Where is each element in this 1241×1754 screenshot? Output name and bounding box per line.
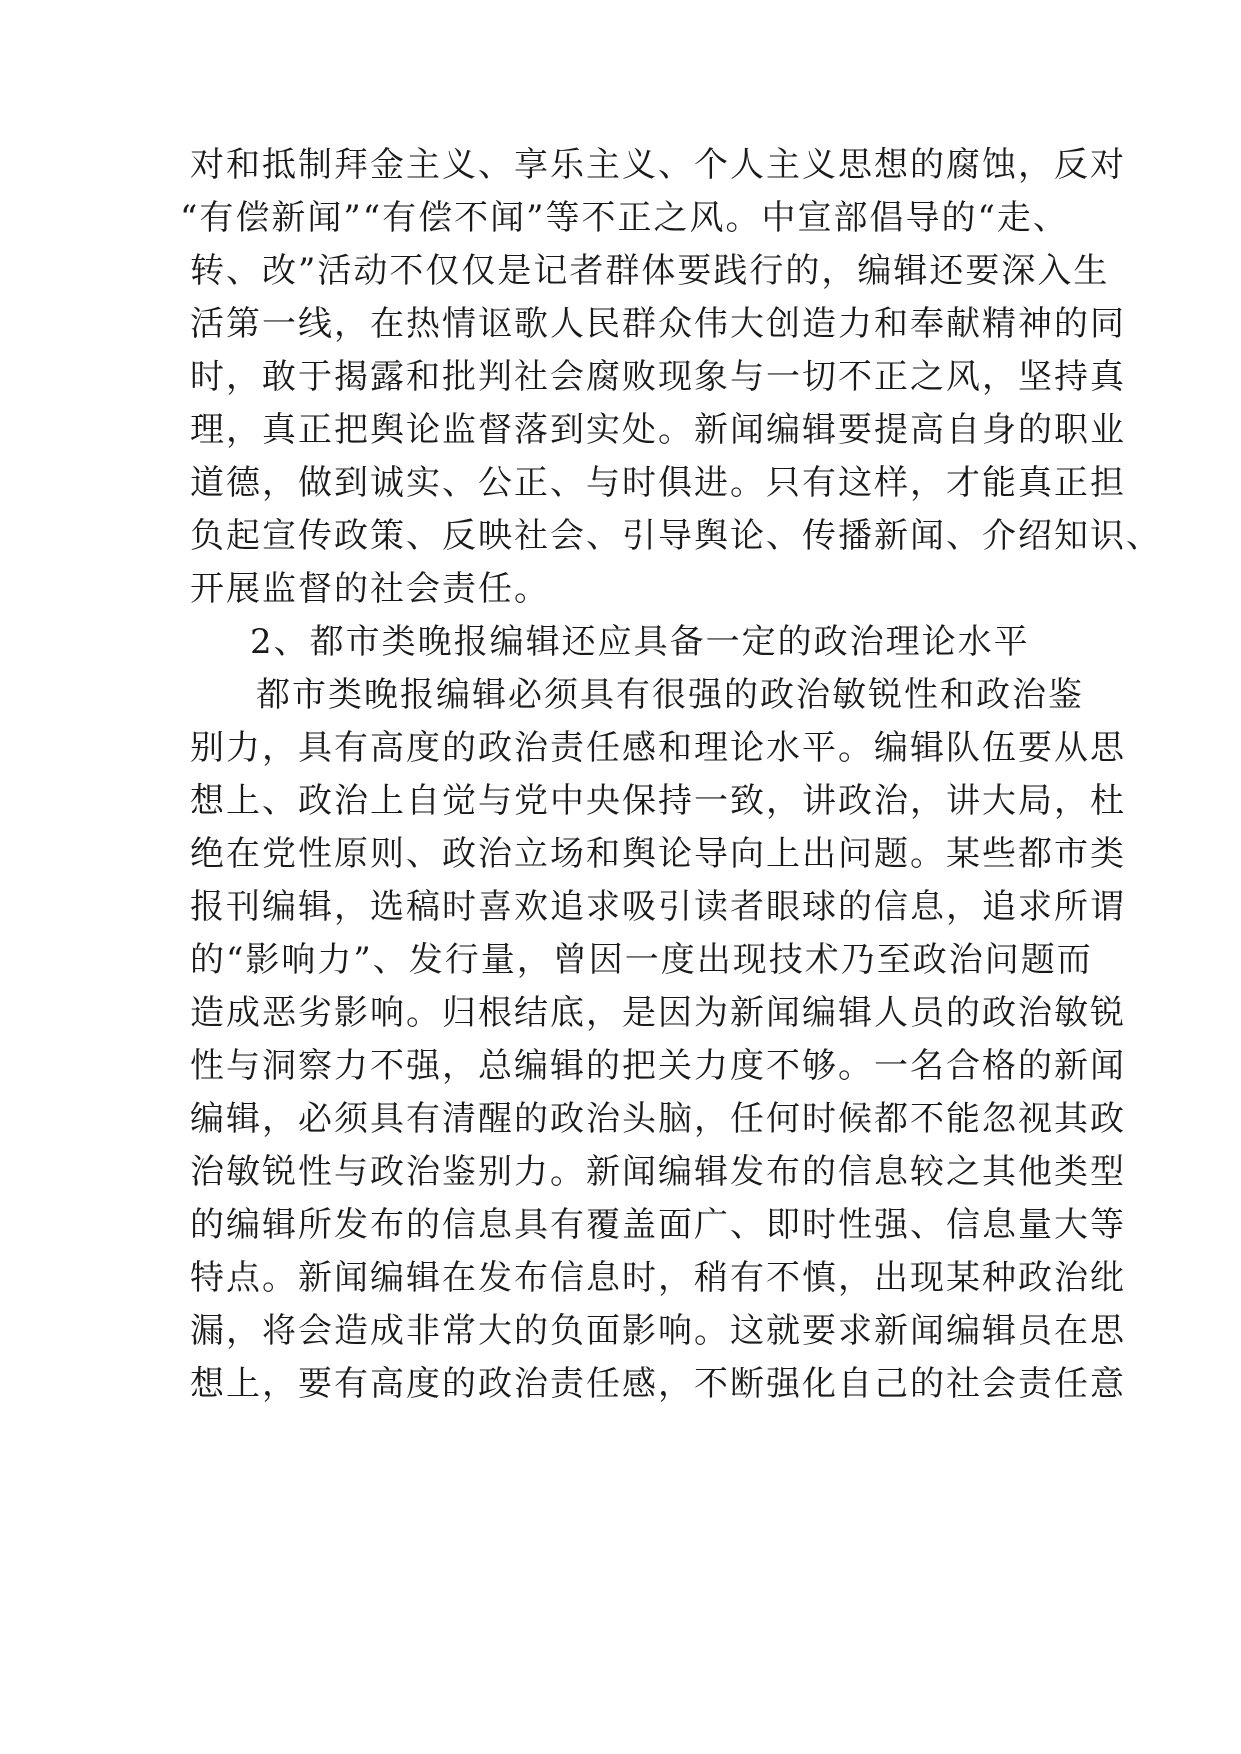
- paragraph-2-line-7: 造成恶劣影响。归根结底，是因为新闻编辑人员的政治敏锐: [190, 993, 1126, 1033]
- paragraph-2-line-13: 漏，将会造成非常大的负面影响。这就要求新闻编辑员在思: [190, 1311, 1126, 1351]
- paragraph-2-line-4: 绝在党性原则、政治立场和舆论导向上出问题。某些都市类: [190, 834, 1126, 874]
- paragraph-1-line-7: 道德，做到诚实、公正、与时俱进。只有这样，才能真正担: [190, 463, 1126, 503]
- paragraph-1-line-9: 开展监督的社会责任。: [190, 569, 550, 609]
- paragraph-1-line-2: “有偿新闻”“有偿不闻”等不正之风。中宣部倡导的“走、: [180, 198, 1069, 238]
- paragraph-2-line-8: 性与洞察力不强，总编辑的把关力度不够。一名合格的新闻: [190, 1046, 1126, 1086]
- paragraph-2-line-5: 报刊编辑，选稿时喜欢追求吸引读者眼球的信息，追求所谓: [190, 887, 1126, 927]
- paragraph-2-line-9: 编辑，必须具有清醒的政治头脑，任何时候都不能忽视其政: [190, 1099, 1126, 1139]
- paragraph-1-line-4: 活第一线，在热情讴歌人民群众伟大创造力和奉献精神的同: [190, 304, 1126, 344]
- paragraph-2-line-1: 都市类晚报编辑必须具有很强的政治敏锐性和政治鉴: [256, 675, 1084, 715]
- paragraph-2-line-10: 治敏锐性与政治鉴别力。新闻编辑发布的信息较之其他类型: [190, 1152, 1126, 1192]
- paragraph-2-line-12: 特点。新闻编辑在发布信息时，稍有不慎，出现某种政治纰: [190, 1258, 1126, 1298]
- paragraph-2-line-6: 的“影响力”、发行量，曾因一度出现技术乃至政治问题而: [190, 940, 1093, 980]
- paragraph-1-line-5: 时，敢于揭露和批判社会腐败现象与一切不正之风，坚持真: [190, 357, 1126, 397]
- paragraph-2-line-14: 想上，要有高度的政治责任感，不断强化自己的社会责任意: [190, 1364, 1126, 1404]
- paragraph-1-line-3: 转、改”活动不仅仅是记者群体要践行的，编辑还要深入生: [190, 251, 1110, 291]
- paragraph-1-line-1: 对和抵制拜金主义、享乐主义、个人主义思想的腐蚀，反对: [190, 145, 1126, 185]
- paragraph-2-line-3: 想上、政治上自觉与党中央保持一致，讲政治，讲大局，杜: [190, 781, 1126, 821]
- section-heading: 2、都市类晚报编辑还应具备一定的政治理论水平: [250, 622, 1030, 662]
- paragraph-1-line-8: 负起宣传政策、反映社会、引导舆论、传播新闻、介绍知识、: [190, 516, 1162, 556]
- paragraph-2-line-2: 别力，具有高度的政治责任感和理论水平。编辑队伍要从思: [190, 728, 1126, 768]
- paragraph-1-line-6: 理，真正把舆论监督落到实处。新闻编辑要提高自身的职业: [190, 410, 1126, 450]
- paragraph-2-line-11: 的编辑所发布的信息具有覆盖面广、即时性强、信息量大等: [190, 1205, 1126, 1245]
